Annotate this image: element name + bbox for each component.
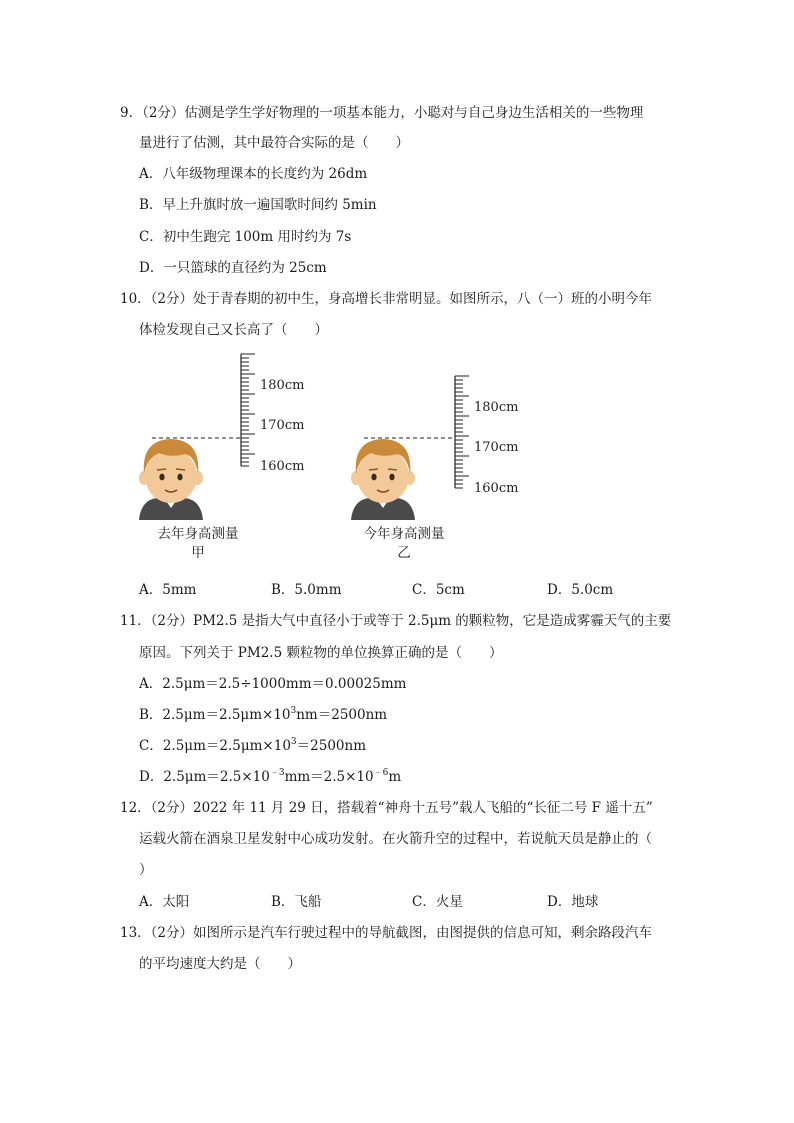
right-ruler — [455, 376, 469, 488]
q11-option-d-rest: m — [388, 769, 402, 785]
q11-option-c — [139, 737, 366, 755]
q12-option-a: A．太阳 — [139, 894, 190, 910]
q9-option-b: B．早上升旗时放一遍国歌时间约 5min — [139, 197, 377, 213]
q11-option-c-base: C．2.5μm＝2.5μm×10 — [139, 738, 291, 754]
q12-option-b: B．飞船 — [271, 894, 322, 910]
left-label-160: 160cm — [260, 459, 305, 474]
q11-option-d-exponent1: ﹣3 — [269, 768, 285, 778]
q9-stem-line1: 9．（2分）估测是学生学好物理的一项基本能力，小聪对与自己身边生活相关的一些物理 — [120, 105, 644, 121]
q9-option-a: A．八年级物理课本的长度约为 26dm — [139, 166, 368, 182]
q11-option-b — [139, 706, 387, 724]
q11-stem-line1: 11．（2分）PM2.5 是指大气中直径小于或等于 2.5μm 的颗粒物，它是造成雾霾天气的主要 — [120, 613, 672, 629]
right-label-160: 160cm — [474, 481, 519, 496]
q11-option-b-rest: nm＝2500nm — [296, 707, 388, 723]
q12-stem-line2: 运载火箭在酒泉卫星发射中心成功发射。在火箭升空的过程中，若说航天员是静止的（ — [139, 831, 652, 847]
left-ruler — [241, 354, 255, 466]
q11-option-d-base: D．2.5μm＝2.5×10 — [139, 769, 270, 785]
caption-left-title: 去年身高测量 — [157, 526, 239, 542]
q11-option-d — [139, 768, 401, 786]
q10-option-b: B．5.0mm — [271, 582, 342, 598]
q10-stem-line2: 体检发现自己又长高了（ ） — [139, 322, 328, 338]
q11-option-d-exponent2: ﹣6 — [373, 768, 389, 778]
q12-stem-line1: 12．（2分）2022 年 11 月 29 日，搭载着“神舟十五号”载人飞船的“长征二号 F 遥十五” — [120, 800, 653, 816]
q10-option-c: C．5cm — [412, 582, 465, 598]
right-label-170: 170cm — [474, 440, 519, 455]
caption-left-label: 甲 — [191, 545, 205, 561]
q12-stem-line3: ） — [139, 862, 153, 878]
caption-right-title: 今年身高测量 — [363, 526, 445, 542]
q12-option-d: D．地球 — [547, 894, 599, 910]
q11-option-d-middle: mm＝2.5×10 — [284, 769, 374, 785]
caption-right-label: 乙 — [397, 545, 411, 561]
q11-option-b-exponent: 3 — [290, 706, 297, 716]
figure-caption-right — [344, 525, 464, 563]
q13-stem-line1: 13．（2分）如图所示是汽车行驶过程中的导航截图，由图提供的信息可知，剩余路段汽车 — [120, 925, 653, 941]
q10-option-d: D．5.0cm — [547, 582, 614, 598]
q9-stem-line2: 量进行了估测，其中最符合实际的是（ ） — [139, 135, 409, 151]
q10-stem-line1: 10．（2分）处于青春期的初中生，身高增长非常明显。如图所示，八（一）班的小明今年 — [120, 291, 653, 307]
boy-illustration-left — [139, 439, 203, 520]
q10-option-a: A．5mm — [139, 582, 197, 598]
boy-illustration-right — [351, 439, 415, 520]
q13-stem-line2: 的平均速度大约是（ ） — [139, 956, 301, 972]
q11-stem-line2: 原因。下列关于 PM2.5 颗粒物的单位换算正确的是（ ） — [139, 645, 503, 661]
right-label-180: 180cm — [474, 400, 519, 415]
left-label-180: 180cm — [260, 378, 305, 393]
q9-option-d: D．一只篮球的直径约为 25cm — [139, 260, 327, 276]
q11-option-c-exponent: 3 — [290, 737, 297, 747]
q9-option-c: C．初中生跑完 100m 用时约为 7s — [139, 229, 352, 245]
q11-option-b-base: B．2.5μm＝2.5μm×10 — [139, 707, 291, 723]
left-label-170: 170cm — [260, 418, 305, 433]
q11-option-a: A．2.5μm＝2.5÷1000mm＝0.00025mm — [139, 676, 407, 692]
q11-option-c-rest: ＝2500nm — [296, 738, 367, 754]
q12-option-c: C．火星 — [412, 894, 463, 910]
figure-caption-left — [138, 525, 258, 563]
